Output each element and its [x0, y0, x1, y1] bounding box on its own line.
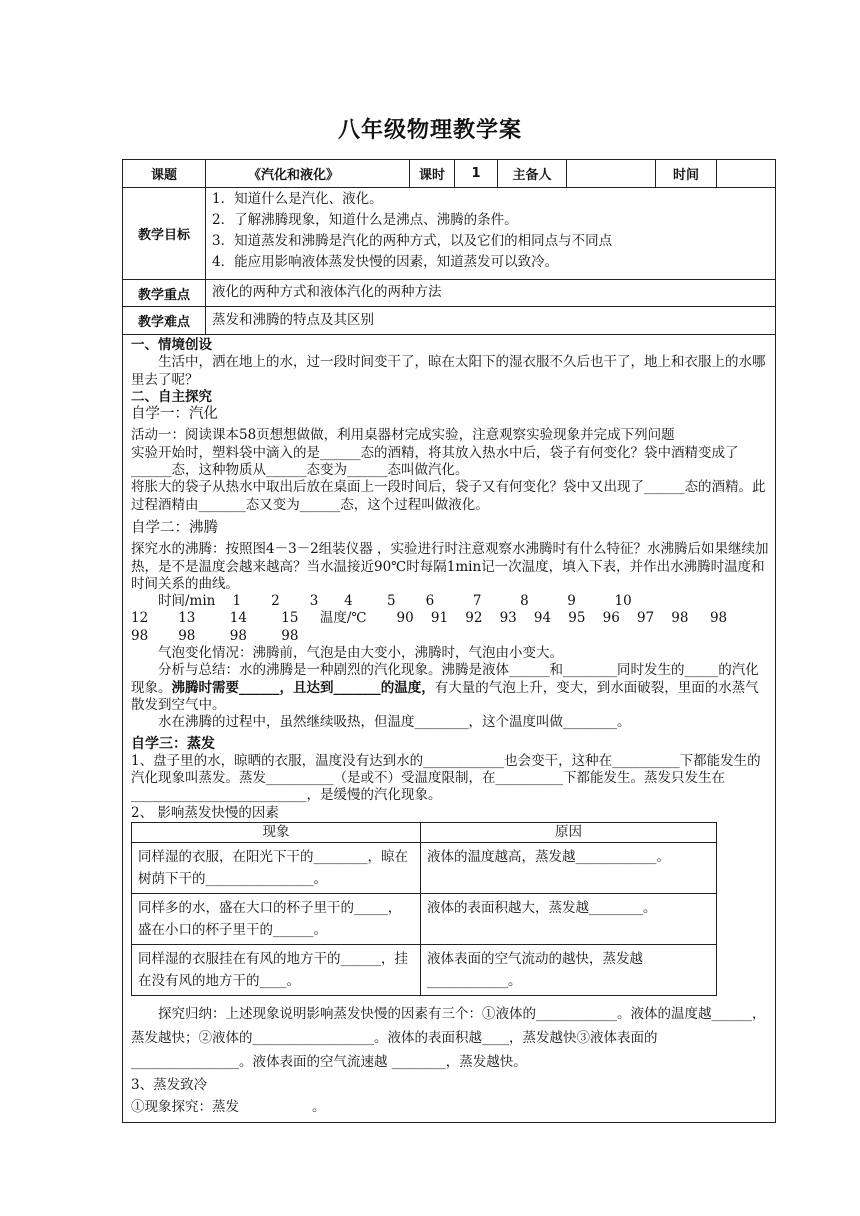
section-heading: 一、情境创设 — [131, 337, 212, 353]
key-label: 教学重点 — [123, 280, 206, 306]
paragraph: 活动一：阅读课本58页想想做做，利用桌器材完成实验，注意观察实验现象并完成下列问题 — [131, 427, 675, 444]
data-line: 12 13 14 15 温度/℃ 90 91 92 93 94 95 96 97 98 98 — [131, 610, 728, 627]
table-cell: 液体表面的空气流动的越快，蒸发越____________。 — [421, 945, 717, 996]
paragraph: 探究归纳：上述现象说明影响蒸发快慢的因素有三个：①液体的____________。液体的温度越______，蒸发越快；②液体的__________________。液体的表面积越____，蒸发越快③液体表面的________________。液体表面的空气流速越 ________，蒸发越快。 — [131, 1006, 766, 1071]
paragraph — [131, 662, 771, 714]
page-title: 八年级物理教学案 — [337, 118, 522, 143]
table-cell: 同样多的水，盛在大口的杯子里干的_____，盛在小口的杯子里干的______。 — [132, 894, 421, 945]
text-span: 分析与总结：水的沸腾是一种剧烈的汽化现象。沸腾是液体______和________同时发生的_____的汽化现象。 — [131, 662, 759, 696]
paragraph: 水在沸腾的过程中，虽然继续吸热，但温度________，这个温度叫做________。 — [158, 714, 631, 731]
text-span: 有大量的气泡上升，变大，到水面破裂，里面的水蒸气散发到空气中。 — [131, 679, 759, 713]
lesson-body — [123, 335, 775, 1122]
period-value: 1 — [455, 160, 498, 187]
goal-item: 2．了解沸腾现象，知道什么是沸点、沸腾的条件。 — [212, 212, 518, 228]
bold-span: 沸腾时需要______，且达到_______的温度， — [171, 679, 435, 696]
paragraph: 1、盘子里的水，晾晒的衣服，温度没有达到水的____________也会变干，这种在__________下都能发生的汽化现象叫蒸发。蒸发__________（是或不）受温度限制，在__________下都能发生。蒸发只发生在__________________________，是缓慢的汽化现象。 — [131, 752, 761, 804]
time-value — [717, 160, 775, 187]
column-header: 原因 — [421, 823, 717, 843]
paragraph: ①现象探究：蒸发 。 — [131, 1099, 326, 1116]
difficulty-row — [123, 307, 775, 335]
table-cell: 同样湿的衣服挂在有风的地方干的______，挂在没有风的地方干的____。 — [132, 945, 421, 996]
time-label: 时间 — [656, 160, 717, 187]
paragraph: 生活中，洒在地上的水，过一段时间变干了，晾在太阳下的湿衣服不久后也干了，地上和衣服上的水哪里去了呢？ — [131, 354, 766, 388]
subject-value: 《汽化和液化》 — [206, 160, 410, 187]
subsection-heading: 自学三：蒸发 — [131, 735, 215, 752]
subsection-heading: 3、蒸发致冷 — [131, 1077, 208, 1094]
paragraph: 实验开始时，塑料袋中滴入的是______态的酒精，将其放入热水中后，袋子有何变化？袋中酒精变成了______态，这种物质从______态变为______态叫做汽化。 — [131, 444, 739, 479]
column-header: 现象 — [132, 823, 421, 843]
table-cell: 液体的表面积越大，蒸发越________。 — [421, 894, 717, 945]
lesson-plan-table — [122, 159, 776, 1123]
goals-row — [123, 188, 775, 280]
goal-item: 4．能应用影响液体蒸发快慢的因素，知道蒸发可以致冷。 — [212, 254, 559, 270]
preparer-label: 主备人 — [498, 160, 567, 187]
goal-item: 3．知道蒸发和沸腾是汽化的两种方式，以及它们的相同点与不同点 — [212, 233, 613, 249]
data-line: 98 98 98 98 — [131, 627, 299, 644]
goal-item: 1．知道什么是汽化、液化。 — [212, 191, 383, 207]
subject-label: 课题 — [123, 160, 206, 187]
table-row — [132, 843, 717, 894]
subsection-heading: 自学一：汽化 — [131, 406, 218, 423]
preparer-value — [567, 160, 656, 187]
table-cell: 液体的温度越高，蒸发越____________。 — [421, 843, 717, 894]
key-row — [123, 280, 775, 307]
table-row — [132, 945, 717, 996]
subsection-heading: 自学二：沸腾 — [131, 519, 218, 536]
table-row — [132, 894, 717, 945]
difficulty-text: 蒸发和沸腾的特点及其区别 — [212, 312, 374, 328]
paragraph: 将胀大的袋子从热水中取出后放在桌面上一段时间后，袋子又有何变化？袋中又出现了______态的酒精。此过程酒精由_______态又变为______态，这个过程叫做液化。 — [131, 479, 766, 513]
period-label: 课时 — [410, 160, 455, 187]
goals-label: 教学目标 — [123, 188, 206, 279]
data-line: 时间/min 1 2 3 4 5 6 7 8 9 10 — [158, 593, 632, 610]
section-heading: 二、自主探究 — [131, 388, 212, 405]
goals-list — [206, 188, 775, 279]
key-text: 液化的两种方式和液体汽化的两种方法 — [212, 284, 442, 300]
table-cell: 同样湿的衣服，在阳光下干的________，晾在树荫下干的________________。 — [132, 843, 421, 894]
evaporation-table — [131, 822, 717, 996]
table-header-row — [132, 823, 717, 843]
difficulty-label: 教学难点 — [123, 307, 206, 334]
paragraph: 2、 影响蒸发快慢的因素 — [131, 804, 279, 821]
header-row — [123, 160, 775, 188]
paragraph: 气泡变化情况：沸腾前，气泡是由大变小，沸腾时，气泡由小变大。 — [158, 645, 563, 662]
paragraph: 探究水的沸腾：按照图4－3－2组装仪器 ，实验进行时注意观察水沸腾时有什么特征？水沸腾后如果继续加热，是不是温度会越来越高？当水温接近90℃时每隔1min记一次温度，填入下表，并作出水沸腾时温度和时间关系的曲线。 — [131, 541, 769, 592]
